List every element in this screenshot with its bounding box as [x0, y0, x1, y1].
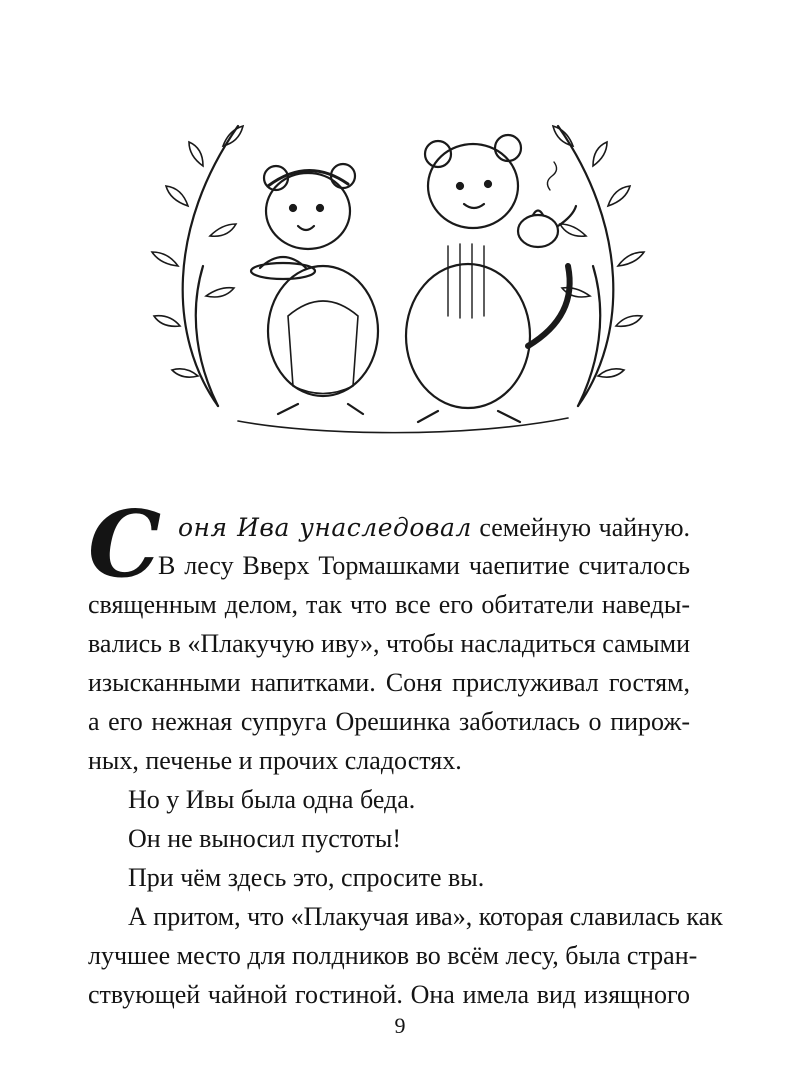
text-line: священным делом, так что все его обитатели наведы- [88, 590, 690, 619]
text-line: лучшее место для полдников во всём лесу, была стран- [88, 941, 698, 970]
illustration [148, 86, 648, 456]
page-number: 9 [394, 1013, 406, 1038]
text-line-first [178, 512, 690, 544]
text-line: При чём здесь это, спросите вы. [128, 863, 485, 892]
text-line: ствующей чайной гостиной. Она имела вид изящного [88, 980, 690, 1009]
text-line: В лесу Вверх Тормашками чаепитие считалось [158, 551, 690, 580]
dormice-tea-wreath-icon [148, 86, 648, 456]
drop-cap: С [88, 490, 162, 598]
lead-words: оня Ива унаследовал [178, 513, 472, 542]
text-line: изысканными напитками. Соня прислуживал гостям, [88, 668, 690, 697]
text-line: Он не выносил пустоты! [128, 824, 401, 853]
text-line: А притом, что «Плакучая ива», которая славилась как [128, 902, 723, 931]
text-line: вались в «Плакучую иву», чтобы насладиться самыми [88, 629, 690, 658]
text-line: Но у Ивы была одна беда. [128, 785, 416, 814]
text-line: ных, печенье и прочих сладостях. [88, 746, 462, 775]
first-line-rest: семейную чайную. [479, 513, 690, 542]
text-line: а его нежная супруга Орешинка заботилась о пирож- [88, 707, 690, 736]
